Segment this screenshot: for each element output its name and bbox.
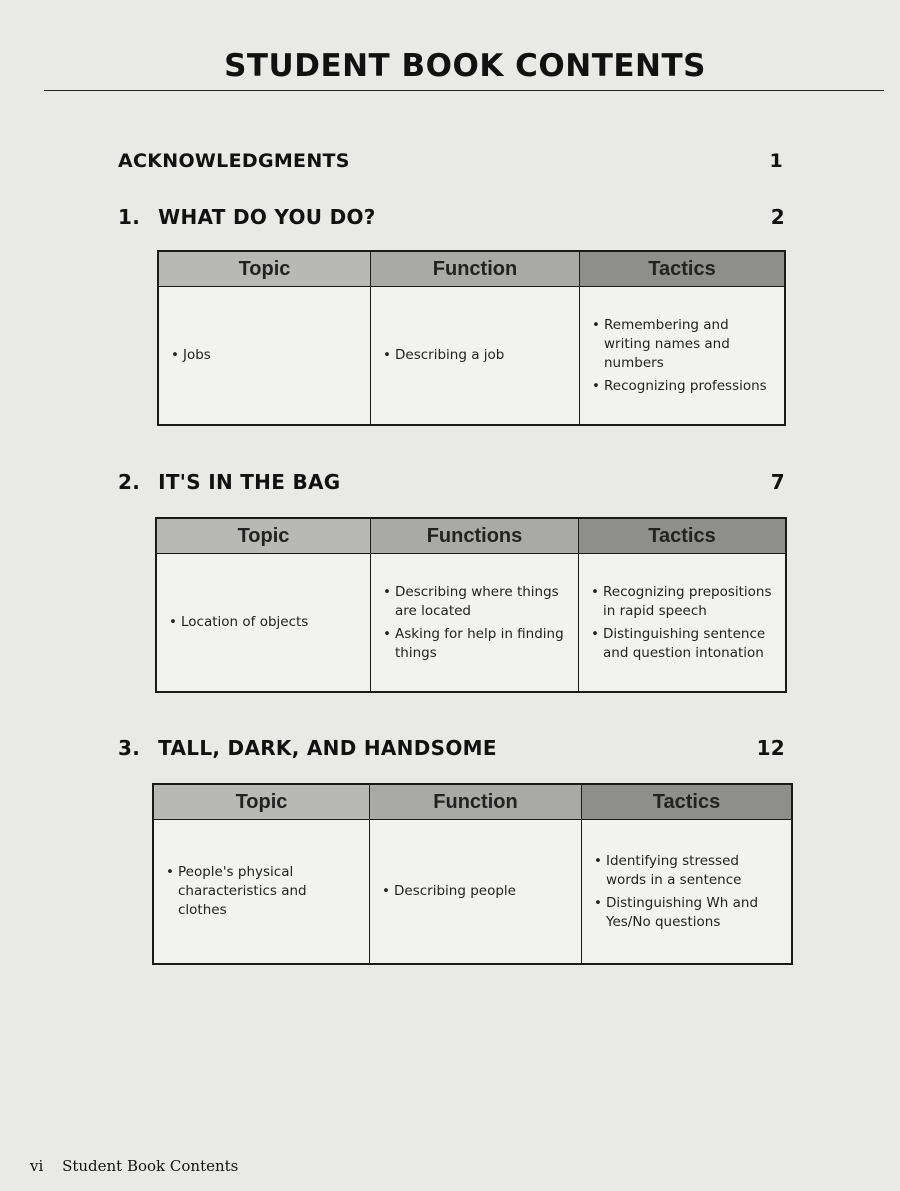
header-function: Function [371,251,580,287]
unit-title: TALL, DARK, AND HANDSOME [158,736,497,760]
topic-cell [153,820,370,965]
acknowledgments-page: 1 [769,150,783,172]
unit-table [155,517,787,693]
header-tactics: Tactics [582,784,793,820]
unit-page: 2 [770,205,785,229]
function-cell [371,287,580,426]
list-item: • Asking for help in finding things [383,625,566,663]
list-item: • Recognizing professions [592,377,772,396]
unit-table [152,783,793,965]
unit-number: 2. [118,470,141,494]
header-tactics: Tactics [580,251,786,287]
unit-heading [118,736,785,760]
page-title: STUDENT BOOK CONTENTS [224,48,706,84]
list-item: • Remembering and writing names and numbers [592,316,772,373]
function-cell [371,554,579,693]
footer-page-number: vi [30,1157,44,1175]
list-item: • People's physical characteristics and clothes [166,863,357,920]
unit-number: 3. [118,736,141,760]
list-item: • Jobs [171,346,358,365]
list-item: • Distinguishing sentence and question intonation [591,625,773,663]
list-item: • Location of objects [169,613,358,632]
unit-number: 1. [118,205,141,229]
unit-heading [118,205,785,229]
title-rule [44,90,884,91]
topic-cell [156,554,371,693]
header-topic: Topic [153,784,370,820]
footer-title: Student Book Contents [62,1157,239,1175]
unit-heading [118,470,785,494]
list-item: • Describing a job [383,346,567,365]
tactics-cell [579,554,787,693]
header-function: Function [370,784,582,820]
acknowledgments-label: ACKNOWLEDGMENTS [118,150,350,172]
unit-page: 12 [756,736,785,760]
unit-title: WHAT DO YOU DO? [158,205,376,229]
list-item: • Describing where things are located [383,583,566,621]
tactics-cell [580,287,786,426]
tactics-cell [582,820,793,965]
header-tactics: Tactics [579,518,787,554]
unit-page: 7 [770,470,785,494]
function-cell [370,820,582,965]
list-item: • Describing people [382,882,569,901]
list-item: • Identifying stressed words in a sentence [594,852,779,890]
list-item: • Recognizing prepositions in rapid speech [591,583,773,621]
topic-cell [158,287,371,426]
header-topic: Topic [158,251,371,287]
unit-table [157,250,786,426]
page-footer [30,1157,238,1175]
header-topic: Topic [156,518,371,554]
list-item: • Distinguishing Wh and Yes/No questions [594,894,779,932]
header-function: Functions [371,518,579,554]
acknowledgments-entry [118,150,783,172]
unit-title: IT'S IN THE BAG [158,470,341,494]
